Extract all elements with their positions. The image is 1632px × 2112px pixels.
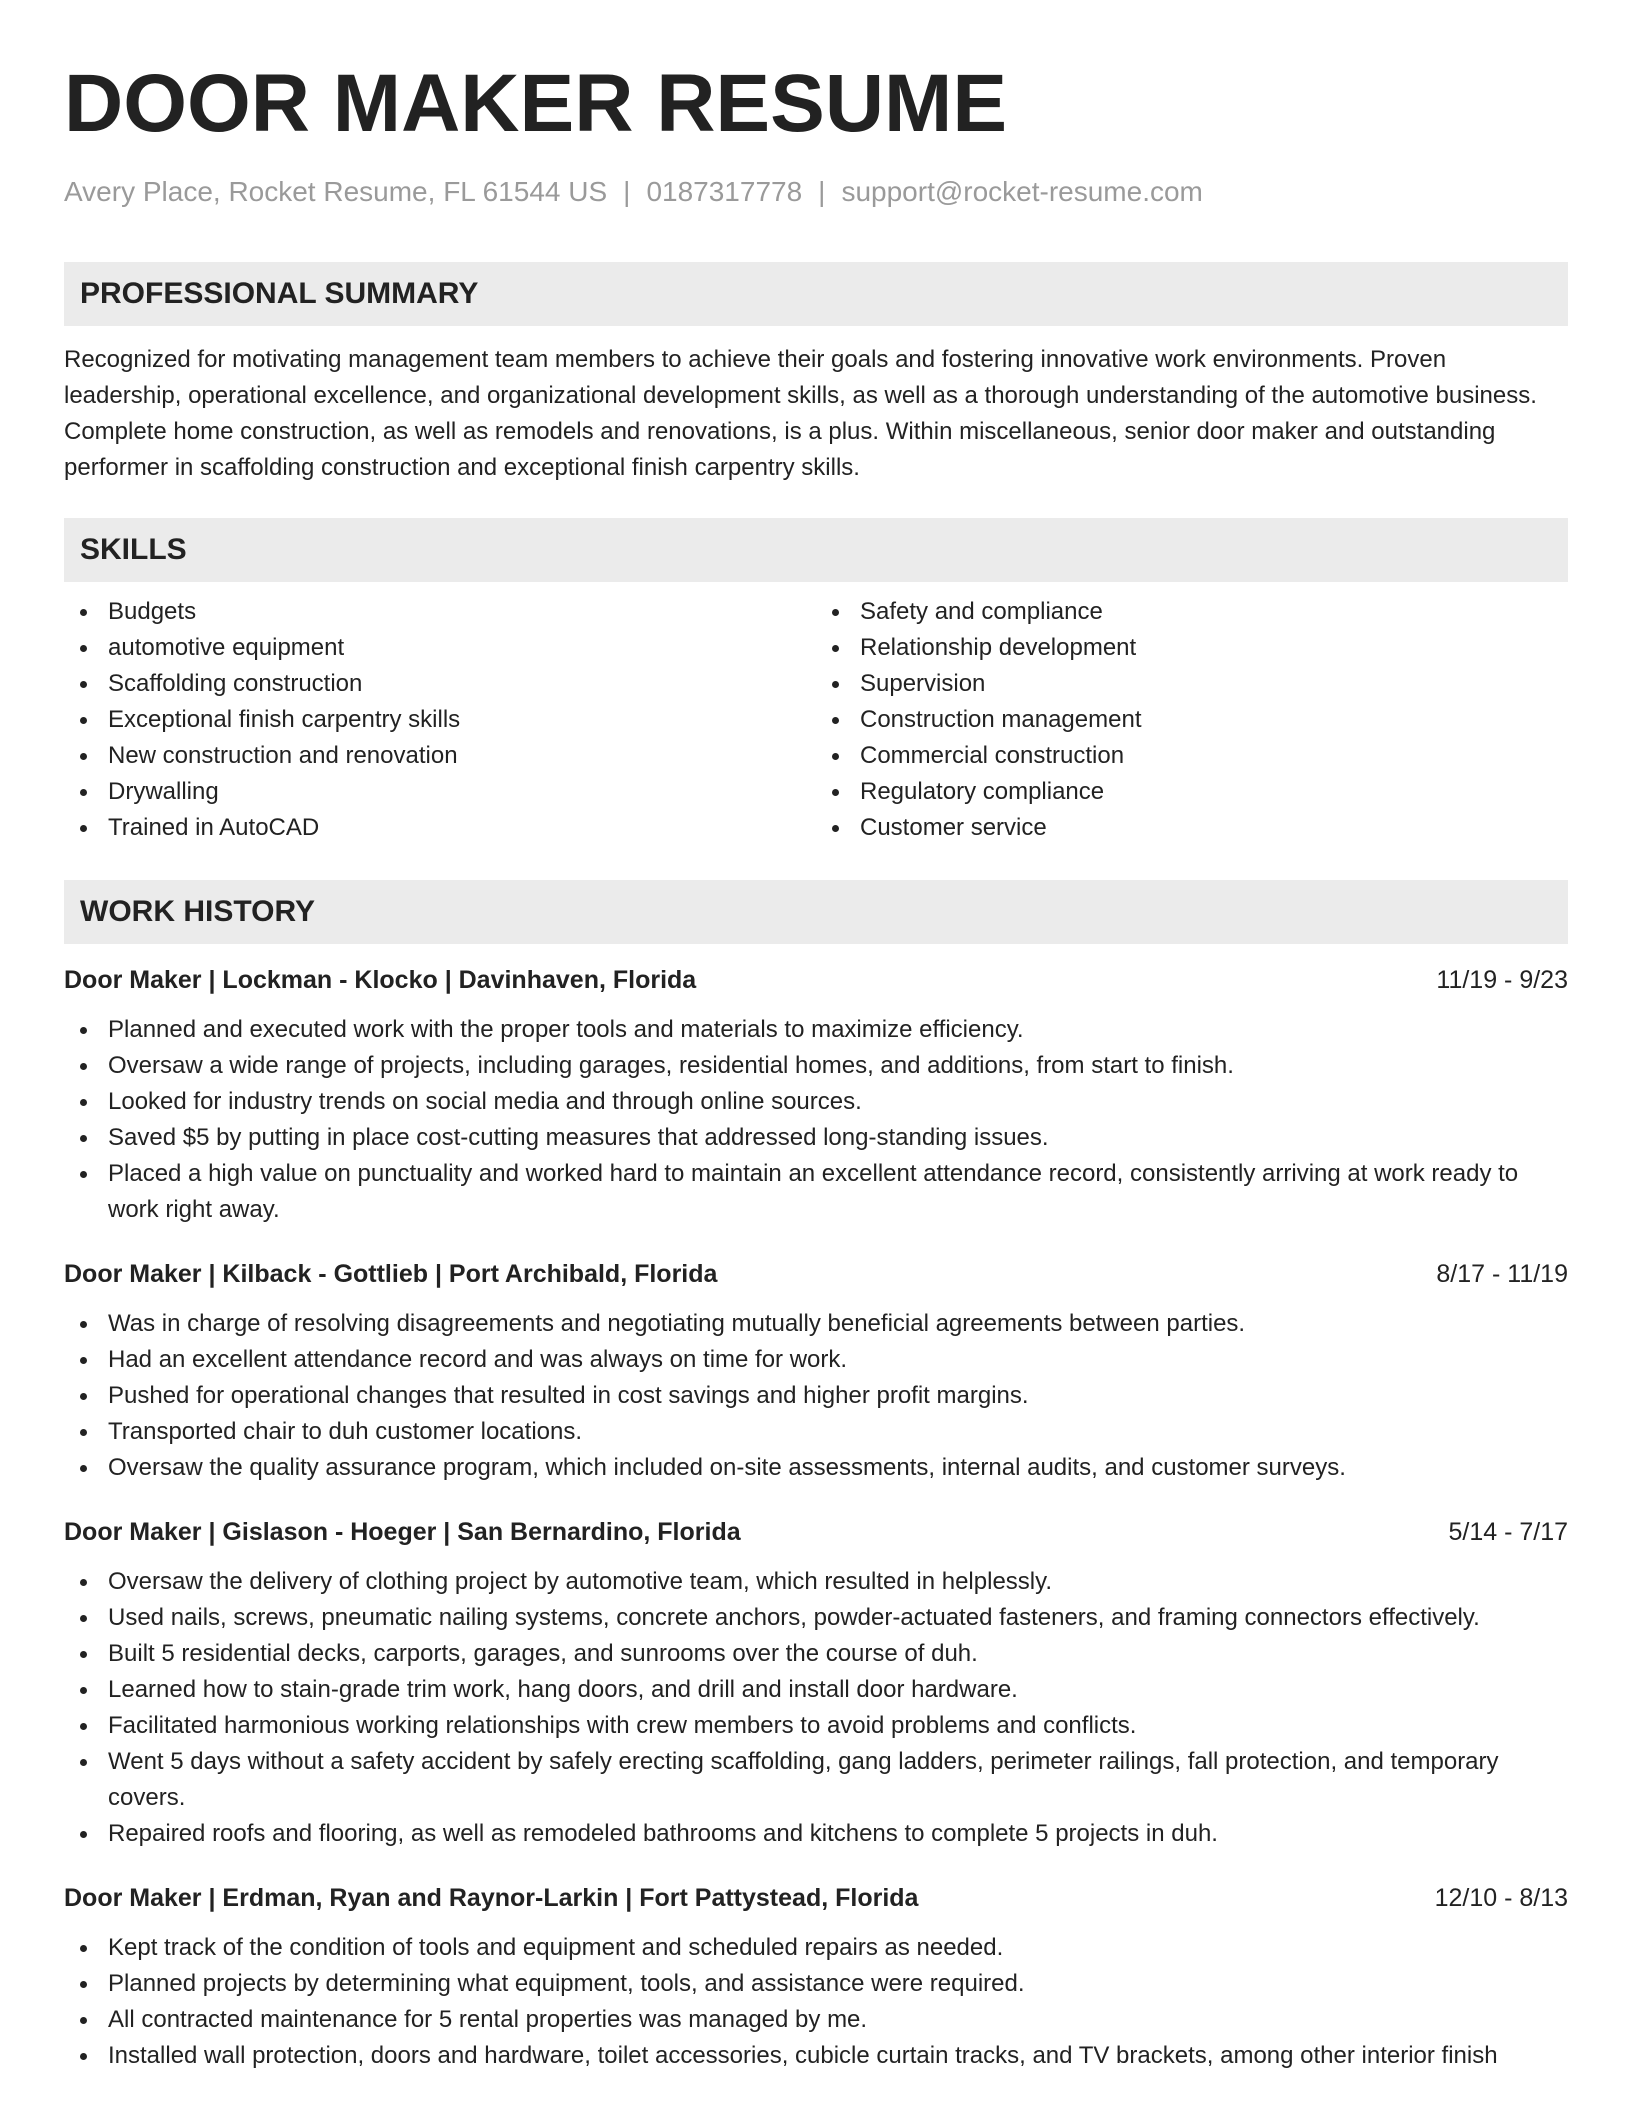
- contact-separator: |: [623, 176, 631, 207]
- job-bullet: Oversaw a wide range of projects, including garages, residential homes, and additions, from start to finish.: [64, 1048, 1568, 1084]
- skill-item: Relationship development: [816, 630, 1568, 666]
- skill-item: Trained in AutoCAD: [64, 810, 816, 846]
- job-bullet: Had an excellent attendance record and was always on time for work.: [64, 1342, 1568, 1378]
- job-entry: [64, 962, 1568, 1228]
- job-bullet: Pushed for operational changes that resulted in cost savings and higher profit margins.: [64, 1378, 1568, 1414]
- job-bullet: Planned and executed work with the proper tools and materials to maximize efficiency.: [64, 1012, 1568, 1048]
- contact-email: support@rocket-resume.com: [841, 176, 1203, 207]
- skill-item: New construction and renovation: [64, 738, 816, 774]
- contact-address: Avery Place, Rocket Resume, FL 61544 US: [64, 176, 608, 207]
- job-dates: 8/17 - 11/19: [1436, 1260, 1568, 1288]
- job-header: [64, 1256, 1568, 1292]
- job-bullet: Oversaw the delivery of clothing project by automotive team, which resulted in helplessly.: [64, 1564, 1568, 1600]
- skill-item: Commercial construction: [816, 738, 1568, 774]
- resume-title: DOOR MAKER RESUME: [64, 58, 1008, 149]
- skills-list-right: [816, 594, 1568, 846]
- job-bullet: Used nails, screws, pneumatic nailing systems, concrete anchors, powder-actuated fasteners, and framing connectors effectively.: [64, 1600, 1568, 1636]
- skill-item: automotive equipment: [64, 630, 816, 666]
- job-bullet: Planned projects by determining what equipment, tools, and assistance were required.: [64, 1966, 1568, 2002]
- job-title: Door Maker | Erdman, Ryan and Raynor-Larkin | Fort Pattystead, Florida: [64, 1884, 919, 1912]
- job-bullet: Placed a high value on punctuality and worked hard to maintain an excellent attendance record, consistently arriving at work ready to work right away.: [64, 1156, 1568, 1228]
- job-entry: [64, 1880, 1568, 2074]
- skill-item: Budgets: [64, 594, 816, 630]
- job-bullet: Went 5 days without a safety accident by safely erecting scaffolding, gang ladders, perimeter railings, fall protection, and temporary covers.: [64, 1744, 1568, 1816]
- job-title: Door Maker | Lockman - Klocko | Davinhaven, Florida: [64, 966, 697, 994]
- job-title: Door Maker | Kilback - Gottlieb | Port Archibald, Florida: [64, 1260, 718, 1288]
- job-bullet: Saved $5 by putting in place cost-cutting measures that addressed long-standing issues.: [64, 1120, 1568, 1156]
- section-heading-summary: PROFESSIONAL SUMMARY: [64, 262, 1568, 326]
- skill-item: Supervision: [816, 666, 1568, 702]
- job-dates: 12/10 - 8/13: [1434, 1884, 1568, 1912]
- skill-item: Safety and compliance: [816, 594, 1568, 630]
- job-bullet: Transported chair to duh customer locations.: [64, 1414, 1568, 1450]
- job-dates: 5/14 - 7/17: [1448, 1518, 1568, 1546]
- job-entry: [64, 1514, 1568, 1852]
- skill-item: Customer service: [816, 810, 1568, 846]
- job-bullet: Built 5 residential decks, carports, garages, and sunrooms over the course of duh.: [64, 1636, 1568, 1672]
- job-entry: [64, 1256, 1568, 1486]
- skills-list-left: [64, 594, 816, 846]
- job-bullet: Was in charge of resolving disagreements and negotiating mutually beneficial agreements between parties.: [64, 1306, 1568, 1342]
- section-heading-work-history: WORK HISTORY: [64, 880, 1568, 944]
- section-heading-skills: SKILLS: [64, 518, 1568, 582]
- skills-columns: [64, 594, 1568, 846]
- contact-line: [64, 174, 1568, 210]
- skill-item: Exceptional finish carpentry skills: [64, 702, 816, 738]
- job-bullet: Oversaw the quality assurance program, which included on-site assessments, internal audits, and customer surveys.: [64, 1450, 1568, 1486]
- job-bullet: Kept track of the condition of tools and equipment and scheduled repairs as needed.: [64, 1930, 1568, 1966]
- summary-text: Recognized for motivating management team members to achieve their goals and fostering innovative work environments. Proven leadership, operational excellence, and organizational development skills, as well as a thorough understanding of the automotive business. Complete home construction, as well as remodels and renovations, is a plus. Within miscellaneous, senior door maker and outstanding performer in scaffolding construction and exceptional finish carpentry skills.: [64, 346, 1537, 481]
- skill-item: Scaffolding construction: [64, 666, 816, 702]
- contact-separator: |: [818, 176, 826, 207]
- job-bullet: Repaired roofs and flooring, as well as remodeled bathrooms and kitchens to complete 5 projects in duh.: [64, 1816, 1568, 1852]
- job-bullet: Installed wall protection, doors and hardware, toilet accessories, cubicle curtain tracks, and TV brackets, among other interior finish: [64, 2038, 1568, 2074]
- job-header: [64, 962, 1568, 998]
- job-bullet: All contracted maintenance for 5 rental properties was managed by me.: [64, 2002, 1568, 2038]
- job-title: Door Maker | Gislason - Hoeger | San Bernardino, Florida: [64, 1518, 741, 1546]
- job-header: [64, 1880, 1568, 1916]
- job-bullets: [64, 1306, 1568, 1486]
- job-bullet: Looked for industry trends on social media and through online sources.: [64, 1084, 1568, 1120]
- job-bullets: [64, 1930, 1568, 2074]
- job-bullet: Facilitated harmonious working relationships with crew members to avoid problems and conflicts.: [64, 1708, 1568, 1744]
- job-dates: 11/19 - 9/23: [1436, 966, 1568, 994]
- skill-item: Drywalling: [64, 774, 816, 810]
- job-bullet: Learned how to stain-grade trim work, hang doors, and drill and install door hardware.: [64, 1672, 1568, 1708]
- job-header: [64, 1514, 1568, 1550]
- contact-phone: 0187317778: [646, 176, 803, 207]
- skill-item: Regulatory compliance: [816, 774, 1568, 810]
- job-bullets: [64, 1564, 1568, 1852]
- job-bullets: [64, 1012, 1568, 1228]
- skill-item: Construction management: [816, 702, 1568, 738]
